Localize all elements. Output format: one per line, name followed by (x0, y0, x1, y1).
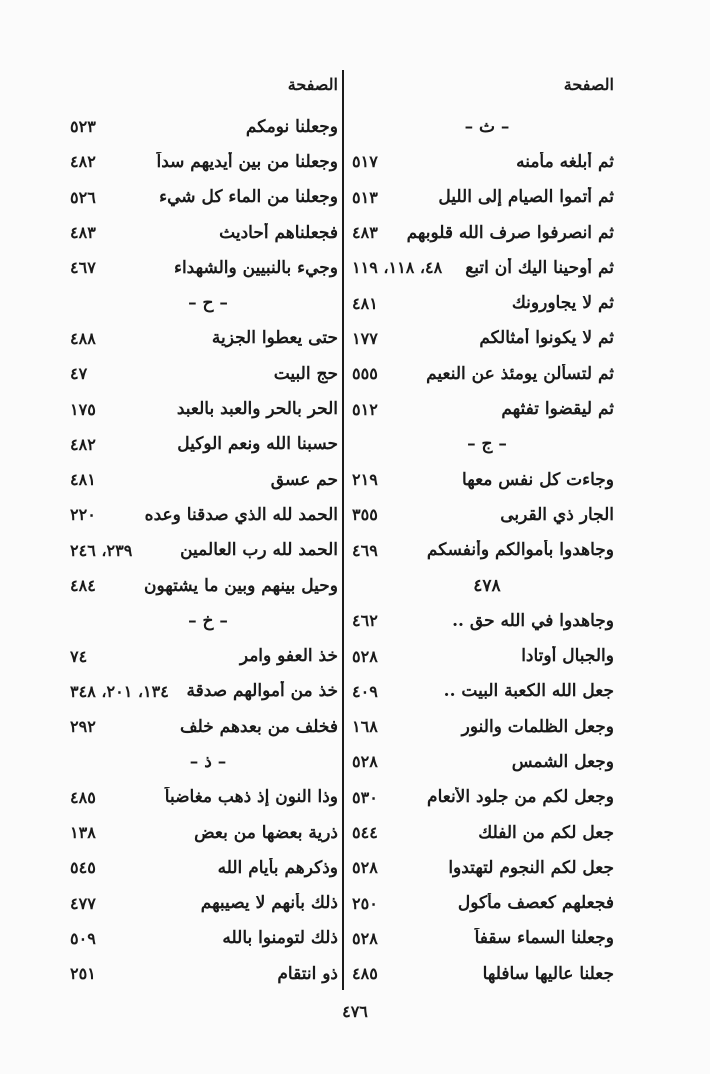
entry-page-number: ٥٢٦ (70, 187, 96, 207)
entry-term: ثم ليقضوا تفثهم (501, 399, 614, 420)
index-entry (70, 850, 338, 885)
entry-page-number: ٤٦٧ (70, 258, 96, 278)
entry-page-number: ٢٣٩، ٢٤٦ (70, 540, 133, 560)
entry-term: وذكرهم بأيام الله (217, 857, 338, 878)
index-entry (352, 391, 614, 426)
entry-term: الحمد لله رب العالمين (180, 540, 338, 561)
entry-term: ٤٧٨ (473, 575, 501, 596)
section-letter-heading (70, 285, 338, 320)
entry-page-number: ٢١٩ (352, 470, 378, 490)
entry-term: وجعل الشمس (511, 751, 614, 772)
index-entry (352, 250, 614, 285)
entry-term: وجاهدوا في الله حق .. (452, 610, 614, 631)
index-entry (70, 144, 338, 179)
entry-page-number: ٥٠٩ (70, 928, 96, 948)
entry-page-number: ١٧٥ (70, 399, 96, 419)
entry-page-number: ٤٨١ (352, 293, 378, 313)
entry-term: وجعل لكم من جلود الأنعام (427, 787, 614, 808)
section-letter: – ث – (464, 116, 510, 137)
entry-page-number: ٥٢٨ (352, 752, 378, 772)
index-entry (70, 921, 338, 956)
entry-page-number: ٥٢٨ (352, 858, 378, 878)
section-letter: – ذ – (189, 751, 227, 772)
index-entry (352, 638, 614, 673)
page-column-header: الصفحة (563, 75, 614, 94)
index-entry (352, 815, 614, 850)
index-entry (352, 780, 614, 815)
entry-page-number: ٥٤٤ (352, 823, 378, 843)
entry-term: وجاءت كل نفس معها (462, 469, 614, 490)
entry-page-number: ٢٥٠ (352, 893, 378, 913)
entry-term: جعل لكم من الفلك (478, 822, 614, 843)
entry-page-number: ٤٨٥ (352, 964, 378, 984)
page-number: ٤٧٦ (342, 1002, 368, 1021)
index-entry (352, 215, 614, 250)
entry-term: حج البيت (273, 363, 338, 384)
entry-page-number: ٤٨٣ (70, 223, 96, 243)
entry-term: وجعلنا من بين أيديهم سداً (156, 151, 338, 172)
index-entry (70, 356, 338, 391)
entry-page-number: ١٧٧ (352, 328, 378, 348)
column-divider (342, 70, 344, 990)
entry-term: حم عسق (270, 469, 338, 490)
entry-page-number: ١٣٤، ٢٠١، ٣٤٨ (70, 681, 169, 701)
index-entry (70, 180, 338, 215)
page-column-header: الصفحة (287, 75, 338, 94)
entry-term: الجار ذي القربى (500, 504, 614, 525)
entry-page-number: ٥٢٨ (352, 646, 378, 666)
entry-page-number: ٥١٢ (352, 399, 378, 419)
entry-term: ذلك لتومنوا بالله (222, 928, 338, 949)
index-entry (352, 285, 614, 320)
entry-term: فجعلناهم أحاديث (219, 222, 338, 243)
right-column (352, 70, 614, 991)
entry-page-number: ١٦٨ (352, 717, 378, 737)
index-entry (352, 921, 614, 956)
entry-term: ذو انتقام (277, 963, 338, 984)
section-letter-heading (352, 427, 614, 462)
right-index-list (352, 109, 614, 991)
entry-term: خذ العفو وامر (239, 646, 338, 667)
entry-term: وجاهدوا بأموالكم وأنفسكم (426, 540, 614, 561)
entry-term: وحيل بينهم وبين ما يشتهون (144, 575, 338, 596)
index-entry (352, 356, 614, 391)
entry-term: وجعلنا السماء سقفاً (474, 928, 614, 949)
entry-page-number: ٣٥٥ (352, 505, 378, 525)
entry-page-number: ٤٨٥ (70, 787, 96, 807)
entry-page-number: ٤٧ (70, 364, 88, 384)
index-entry (70, 568, 338, 603)
entry-term: ذرية بعضها من بعض (194, 822, 338, 843)
index-entry (70, 427, 338, 462)
entry-page-number: ٥٤٥ (70, 858, 96, 878)
index-entry (352, 603, 614, 638)
entry-term: ثم أبلغه مأمنه (516, 151, 614, 172)
index-entry (70, 391, 338, 426)
entry-page-number: ٥١٣ (352, 187, 378, 207)
index-entry (70, 533, 338, 568)
entry-page-number: ٤٦٢ (352, 611, 378, 631)
entry-page-number: ٤٦٩ (352, 540, 378, 560)
left-column (70, 70, 338, 991)
section-letter: – خ – (188, 610, 228, 631)
index-entry (70, 815, 338, 850)
index-entry (352, 144, 614, 179)
entry-term: وجيء بالنبيين والشهداء (173, 257, 338, 278)
entry-term: ثم لا يكونوا أمثالكم (479, 328, 614, 349)
entry-term: ثم لا يجاورونك (511, 293, 614, 314)
entry-term: حسبنا الله ونعم الوكيل (177, 434, 338, 455)
entry-page-number: ٢٥١ (70, 964, 96, 984)
entry-term: ثم أتموا الصيام إلى الليل (438, 187, 614, 208)
entry-term: جعلنا عاليها سافلها (482, 963, 614, 984)
index-entry (352, 533, 614, 568)
entry-term: فجعلهم كعصف مأكول (457, 893, 614, 914)
entry-term: فخلف من بعدهم خلف (180, 716, 338, 737)
entry-page-number: ٥١٧ (352, 152, 378, 172)
entry-term: خذ من أموالهم صدقة (186, 681, 338, 702)
entry-term: ذلك بأنهم لا يصيبهم (200, 893, 338, 914)
entry-page-number: ٤٧٧ (70, 893, 96, 913)
index-entry (70, 109, 338, 144)
entry-term: ثم لتسألن يومئذ عن النعيم (426, 363, 614, 384)
entry-page-number: ٤٨١ (70, 470, 96, 490)
index-entry (70, 780, 338, 815)
entry-page-number: ٤٨٢ (70, 152, 96, 172)
index-entry (352, 850, 614, 885)
entry-term: وجعل الظلمات والنور (461, 716, 614, 737)
index-entry (352, 568, 614, 603)
index-entry (352, 497, 614, 532)
entry-page-number: ٤٨٨ (70, 328, 96, 348)
entry-page-number: ٥٥٥ (352, 364, 378, 384)
entry-term: ثم أوحينا اليك أن اتبع (465, 257, 614, 278)
left-index-list (70, 109, 338, 991)
entry-page-number: ٥٣٠ (352, 787, 378, 807)
entry-term: حتى يعطوا الجزية (211, 328, 338, 349)
index-entry (352, 744, 614, 779)
index-entry (352, 462, 614, 497)
index-entry (70, 215, 338, 250)
entry-page-number: ٤٠٩ (352, 681, 378, 701)
index-entry (352, 956, 614, 991)
index-entry (70, 956, 338, 991)
section-letter: – ج – (467, 434, 507, 455)
index-entry (70, 709, 338, 744)
entry-page-number: ٥٢٨ (352, 928, 378, 948)
index-entry (352, 321, 614, 356)
index-entry (70, 250, 338, 285)
entry-page-number: ٤٨، ١١٨، ١١٩ (352, 258, 443, 278)
index-entry (352, 709, 614, 744)
section-letter: – ح – (188, 293, 228, 314)
entry-page-number: ٤٨٤ (70, 576, 96, 595)
entry-term: وجعلنا من الماء كل شيء (159, 187, 338, 208)
entry-term: وذا النون إذ ذهب مغاضباً (164, 787, 338, 808)
index-entry (70, 638, 338, 673)
entry-term: جعل لكم النجوم لتهتدوا (448, 857, 614, 878)
entry-page-number: ٤٨٣ (352, 223, 378, 243)
entry-page-number: ٢٢٠ (70, 505, 96, 525)
entry-page-number: ٤٨٢ (70, 434, 96, 454)
index-entry (70, 321, 338, 356)
section-letter-heading (70, 744, 338, 779)
entry-page-number: ١٣٨ (70, 823, 96, 843)
index-entry (70, 886, 338, 921)
entry-term: جعل الله الكعبة البيت .. (443, 681, 614, 702)
section-letter-heading (352, 109, 614, 144)
index-entry (70, 462, 338, 497)
index-entry (70, 674, 338, 709)
index-entry (352, 180, 614, 215)
index-entry (70, 497, 338, 532)
entry-term: الحمد لله الذي صدقنا وعده (144, 504, 338, 525)
entry-page-number: ٥٢٣ (70, 117, 96, 137)
entry-page-number: ٢٩٢ (70, 717, 96, 737)
index-entry (352, 674, 614, 709)
entry-term: والجبال أوتادا (521, 646, 614, 667)
index-entry (352, 886, 614, 921)
entry-term: وجعلنا نومكم (245, 116, 338, 137)
entry-page-number: ٧٤ (70, 646, 88, 666)
entry-term: الحر بالحر والعبد بالعبد (176, 399, 338, 420)
section-letter-heading (70, 603, 338, 638)
entry-term: ثم انصرفوا صرف الله قلوبهم (406, 222, 614, 243)
